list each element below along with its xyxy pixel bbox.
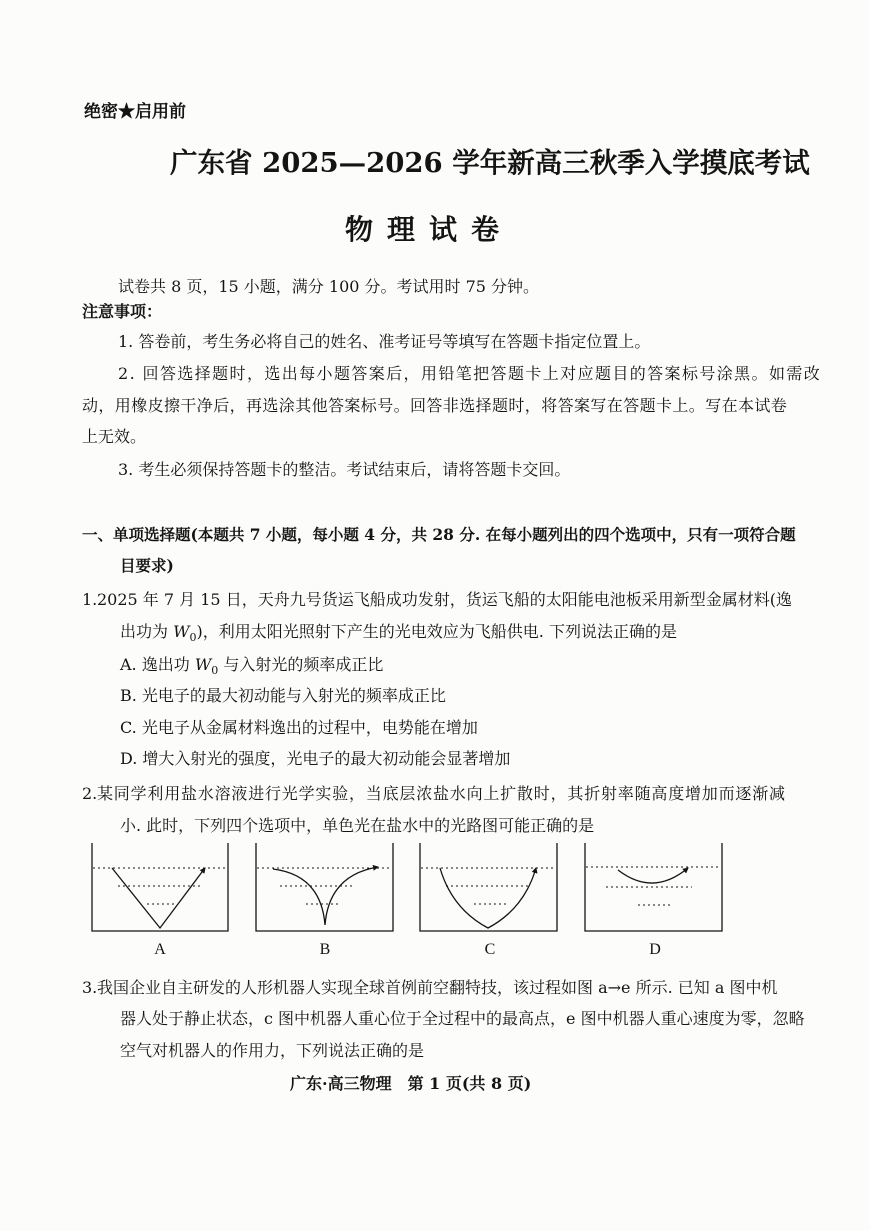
option-b: B. 光电子的最大初动能与入射光的频率成正比	[120, 686, 446, 705]
question-number: 3.	[82, 978, 98, 997]
question-2-line-2: 小. 此时，下列四个选项中，单色光在盐水中的光路图可能正确的是	[120, 816, 595, 835]
figure-c	[420, 843, 557, 931]
notice-item-2-line-3: 上无效。	[82, 427, 147, 446]
question-number: 1.	[82, 590, 98, 609]
section-heading-line-1: 一、单项选择题(本题共 7 小题，每小题 4 分，共 28 分. 在每小题列出的四个选项中，只有一项符合题	[82, 525, 796, 544]
figure-a	[92, 843, 228, 931]
question-3-line-1: 我国企业自主研发的人形机器人实现全球首例前空翻特技，该过程如图 a→e 所示. 已知 a 图中机	[97, 978, 778, 997]
notice-item-1: 1. 答卷前，考生务必将自己的姓名、准考证号等填写在答题卡指定位置上。	[118, 332, 651, 351]
variable-w: W	[173, 622, 190, 641]
beaker	[585, 843, 722, 931]
question-3-line-2: 器人处于静止状态，c 图中机器人重心位于全过程中的最高点，e 图中机器人重心速度为零，忽略	[120, 1009, 805, 1028]
subject-title: 物理试卷	[345, 213, 514, 246]
question-2-line-1: 某同学利用盐水溶液进行光学实验，当底层浓盐水向上扩散时，其折射率随高度增加而逐渐减	[97, 784, 786, 803]
option-c: C. 光电子从金属材料逸出的过程中，电势能在增加	[120, 718, 478, 737]
notice-heading: 注意事项：	[82, 302, 163, 321]
notice-item-2-line-1: 2. 回答选择题时，选出每小题答案后，用铅笔把答题卡上对应题目的答案标号涂黑。如需改	[118, 364, 822, 383]
text-segment: A. 逸出功	[120, 655, 195, 674]
question-1-line-2	[120, 621, 677, 643]
notice-item-3: 3. 考生必须保持答题卡的整洁。考试结束后，请将答题卡交回。	[118, 460, 571, 479]
exam-title: 广东省 2025—2026 学年新高三秋季入学摸底考试	[170, 147, 810, 179]
question-number: 2.	[82, 784, 98, 803]
text-segment: )，利用太阳光照射下产生的光电效应为飞船供电. 下列说法正确的是	[196, 622, 677, 641]
section-heading-line-2: 目要求)	[120, 556, 174, 575]
light-ray	[112, 868, 205, 928]
confidential-mark: 绝密★启用前	[84, 102, 186, 122]
figure-d	[585, 843, 722, 931]
subscript: 0	[189, 631, 197, 644]
question-3-line-3: 空气对机器人的作用力，下列说法正确的是	[120, 1041, 425, 1060]
text-segment: 出功为	[120, 622, 174, 641]
beaker	[420, 843, 557, 931]
figure-label-c: C	[484, 941, 496, 958]
light-ray	[440, 868, 536, 928]
variable-w: W	[194, 655, 212, 674]
light-ray	[618, 868, 688, 883]
page-footer: 广东·高三物理 第 1 页(共 8 页)	[290, 1074, 532, 1093]
light-ray	[273, 867, 378, 925]
text-segment: 与入射光的频率成正比	[218, 655, 384, 674]
exam-info: 试卷共 8 页，15 小题，满分 100 分。考试用时 75 分钟。	[118, 277, 540, 296]
light-path-figures	[80, 835, 740, 940]
question-1-line-1: 2025 年 7 月 15 日，天舟九号货运飞船成功发射，货运飞船的太阳能电池板采用新型金属材料(逸	[97, 590, 792, 609]
figure-label-d: D	[649, 941, 661, 958]
figure-b	[256, 843, 393, 931]
notice-item-2-line-2: 动，用橡皮擦干净后，再选涂其他答案标号。回答非选择题时，将答案写在答题卡上。写在本试卷	[82, 396, 788, 415]
figure-label-b: B	[319, 941, 331, 958]
subscript: 0	[211, 664, 219, 677]
beaker	[92, 843, 228, 931]
option-d: D. 增大入射光的强度，光电子的最大初动能会显著增加	[120, 749, 511, 768]
figure-label-a: A	[154, 941, 166, 958]
option-a	[120, 654, 383, 676]
